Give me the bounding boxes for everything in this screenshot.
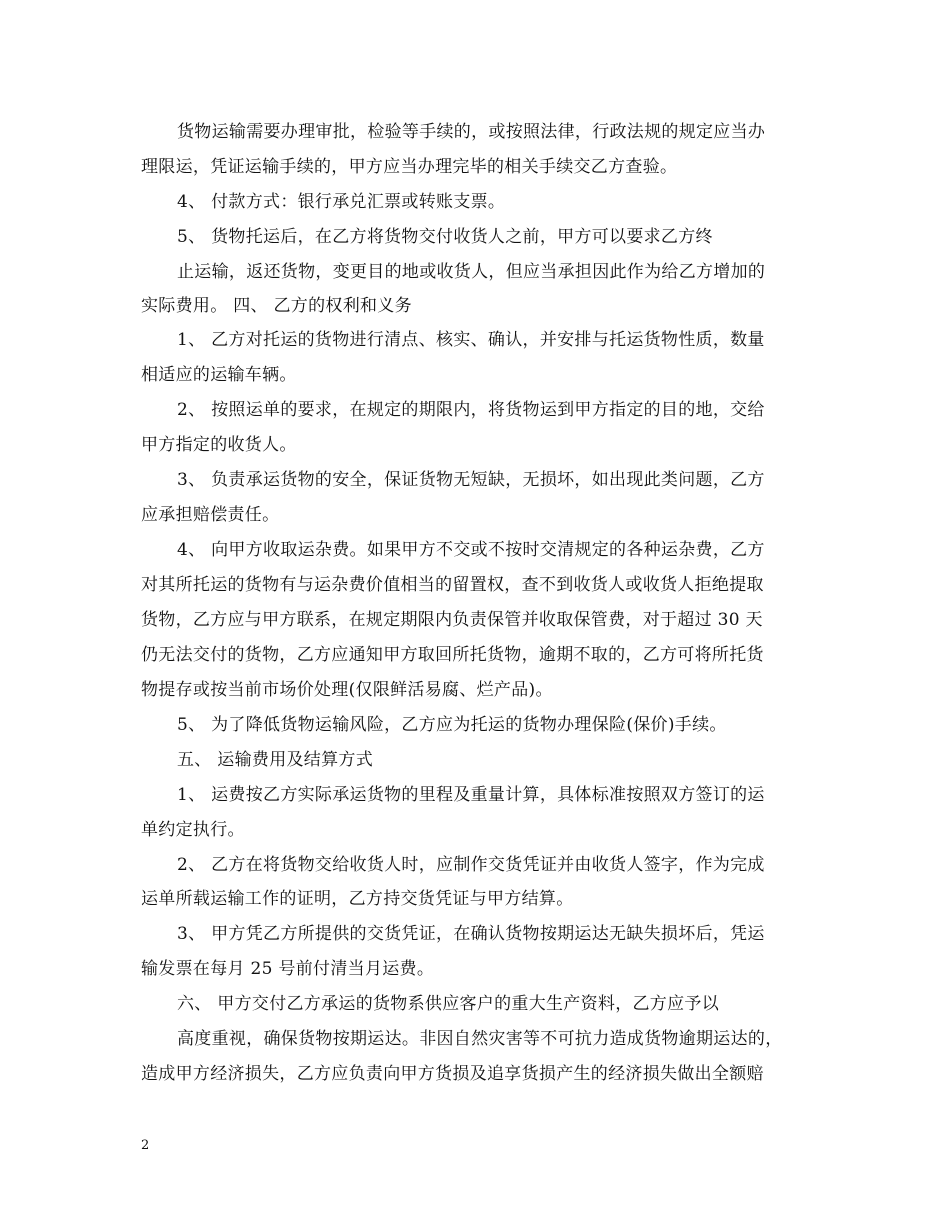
text-line: 1、 运费按乙方实际承运货物的里程及重量计算，具体标准按照双方签订的运 [177,785,765,805]
text-line: 单约定执行。 [141,820,245,840]
text-line: 1、 乙方对托运的货物进行清点、核实、确认，并安排与托运货物性质，数量 [177,330,765,350]
text-line: 货物，乙方应与甲方联系，在规定期限内负责保管并收取保管费，对于超过 30 天 [141,610,763,630]
text-line: 高度重视，确保货物按期运达。非因自然灾害等不可抗力造成货物逾期运达的， [177,1029,783,1049]
text-line: 对其所托运的货物有与运杂费价值相当的留置权，查不到收货人或收货人拒绝提取 [141,575,764,595]
text-line: 实际费用。 四、 乙方的权利和义务 [141,296,412,316]
text-line: 3、 负责承运货物的安全，保证货物无短缺，无损坏，如出现此类问题，乙方 [177,470,765,490]
text-line: 3、 甲方凭乙方所提供的交货凭证，在确认货物按期运达无缺失损坏后，凭运 [177,924,765,944]
text-line: 相适应的运输车辆。 [141,365,297,385]
text-line: 2、 按照运单的要求，在规定的期限内，将货物运到甲方指定的目的地，交给 [177,400,765,420]
text-line: 5、 货物托运后，在乙方将货物交付收货人之前，甲方可以要求乙方终 [177,227,713,247]
text-line: 仍无法交付的货物，乙方应通知甲方取回所托货物，逾期不取的，乙方可将所托货 [141,645,764,665]
text-line: 理限运，凭证运输手续的，甲方应当办理完毕的相关手续交乙方查验。 [141,157,678,177]
text-line: 5、 为了降低货物运输风险，乙方应为托运的货物办理保险(保价)手续。 [177,715,727,735]
text-line: 4、 付款方式：银行承兑汇票或转账支票。 [177,192,506,212]
text-line: 甲方指定的收货人。 [141,435,297,455]
page-number: 2 [141,1138,150,1153]
text-line: 六、 甲方交付乙方承运的货物系供应客户的重大生产资料，乙方应予以 [177,994,720,1014]
text-line: 输发票在每月 25 号前付清当月运费。 [141,959,435,979]
text-line: 4、 向甲方收取运杂费。如果甲方不交或不按时交清规定的各种运杂费，乙方 [177,540,765,560]
text-line: 止运输，返还货物，变更目的地或收货人，但应当承担因此作为给乙方增加的 [177,262,766,282]
text-line: 运单所载运输工作的证明，乙方持交货凭证与甲方结算。 [141,889,574,909]
text-line: 2、 乙方在将货物交给收货人时，应制作交货凭证并由收货人签字，作为完成 [177,855,765,875]
text-line: 货物运输需要办理审批，检验等手续的，或按照法律，行政法规的规定应当办 [177,122,766,142]
text-line: 物提存或按当前市场价处理(仅限鲜活易腐、烂产品)。 [141,680,553,700]
text-line: 五、 运输费用及结算方式 [177,750,374,770]
text-line: 造成甲方经济损失，乙方应负责向甲方货损及追享货损产生的经济损失做出全额赔 [141,1064,764,1084]
text-line: 应承担赔偿责任。 [141,505,280,525]
